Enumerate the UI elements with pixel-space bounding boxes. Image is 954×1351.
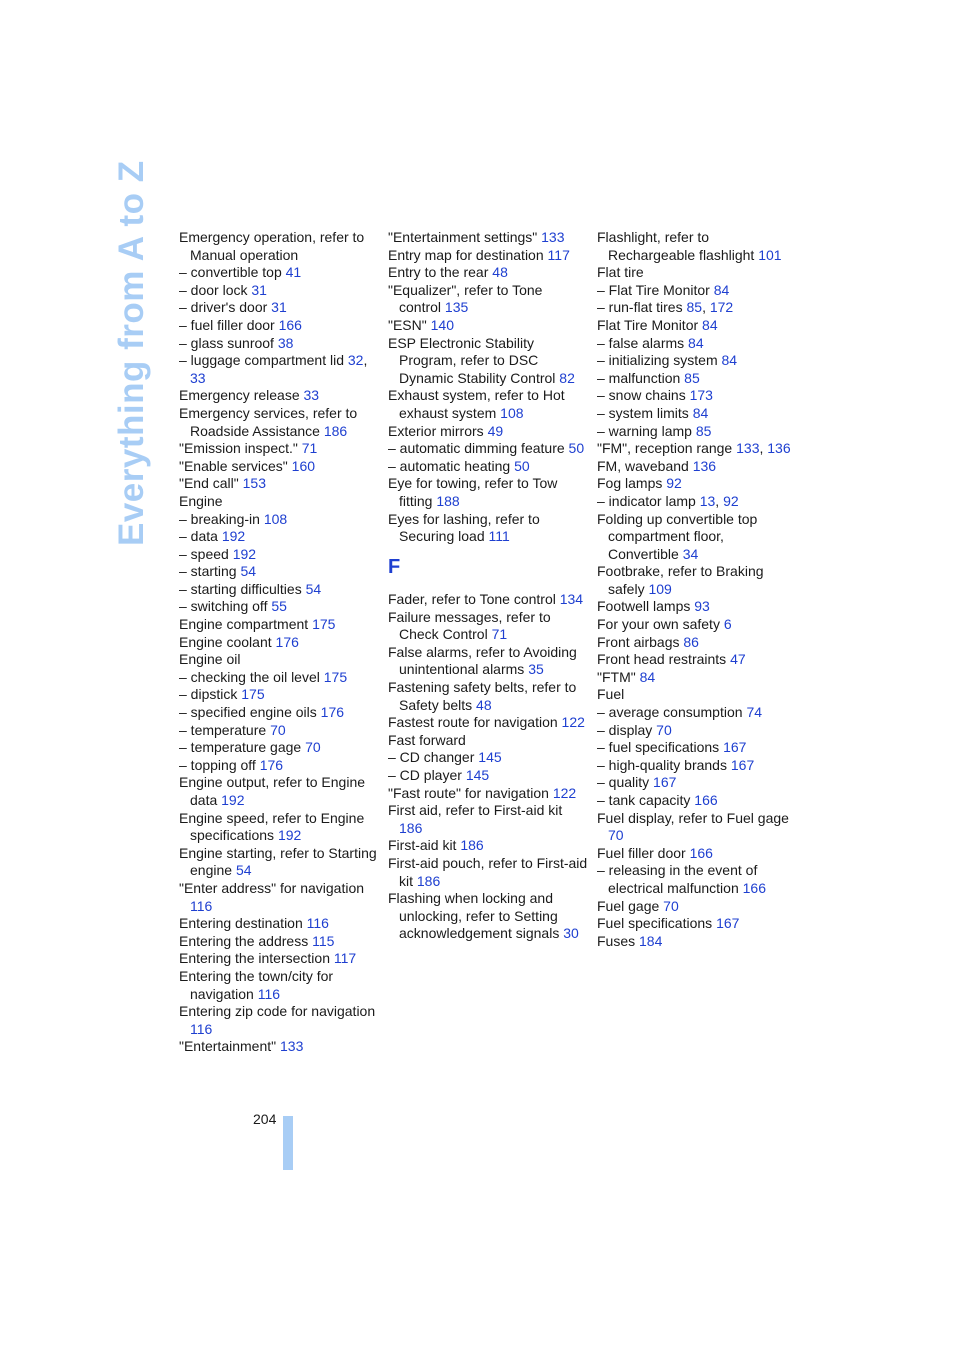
page-reference-link[interactable]: 70 bbox=[656, 721, 672, 738]
index-entry bbox=[179, 282, 379, 300]
page-reference-link[interactable]: 116 bbox=[306, 915, 329, 932]
index-term: Fuel filler door bbox=[597, 844, 690, 861]
index-entry bbox=[597, 387, 797, 405]
index-entry bbox=[388, 282, 588, 317]
index-term: Failure messages, refer to Check Control bbox=[388, 608, 551, 643]
index-entry bbox=[179, 880, 379, 915]
page-reference-link[interactable]: 85 bbox=[695, 422, 712, 439]
index-entry bbox=[597, 862, 797, 897]
index-term: Fog lamps bbox=[597, 475, 667, 492]
index-column-3 bbox=[597, 229, 797, 950]
index-entry bbox=[388, 802, 588, 837]
index-entry bbox=[179, 933, 379, 951]
index-term: "Equalizer", refer to Tone control bbox=[388, 281, 543, 316]
page-reference-link[interactable]: 50 bbox=[568, 440, 585, 457]
index-term: Fastest route for navigation bbox=[388, 714, 562, 731]
page-reference-link[interactable]: 117 bbox=[333, 950, 357, 967]
page-reference-link[interactable]: 166 bbox=[694, 792, 718, 808]
page-reference-link[interactable]: 32 bbox=[347, 352, 364, 369]
page-reference-link[interactable]: 108 bbox=[263, 510, 288, 527]
page-reference-link[interactable]: 101 bbox=[758, 246, 782, 263]
index-term: First-aid pouch, refer to First-aid kit bbox=[388, 854, 588, 889]
index-term: – fuel specifications bbox=[597, 739, 724, 756]
index-term: "Entertainment" bbox=[179, 1038, 280, 1055]
index-entry bbox=[179, 810, 379, 845]
index-entry bbox=[597, 475, 797, 493]
index-term: Flashlight, refer to Rechargeable flashlight bbox=[597, 229, 759, 263]
index-term: "ESN" bbox=[388, 316, 431, 333]
index-term: Emergency operation, refer to Manual operation bbox=[179, 229, 365, 263]
page-reference-link[interactable]: 153 bbox=[242, 475, 266, 492]
index-term: Flashing when locking and unlocking, refer to Setting acknowledgement signals bbox=[388, 890, 564, 942]
index-term: Entering the town/city for navigation bbox=[179, 967, 334, 1002]
index-entry bbox=[388, 440, 588, 458]
index-entry bbox=[597, 915, 797, 933]
index-term: "Entertainment settings" bbox=[388, 229, 542, 245]
index-term: "Fast route" for navigation bbox=[388, 784, 553, 801]
page-reference-link[interactable]: 176 bbox=[259, 756, 284, 773]
index-term: "Enter address" for navigation bbox=[179, 879, 365, 896]
index-term: Fuel gage bbox=[597, 897, 664, 914]
index-term: – luggage compartment lid bbox=[179, 352, 348, 369]
index-entry bbox=[597, 669, 797, 687]
index-entry bbox=[388, 387, 588, 422]
page-reference-link[interactable]: 175 bbox=[241, 686, 265, 703]
index-term: – starting difficulties bbox=[179, 580, 306, 597]
page-reference-link[interactable]: 166 bbox=[742, 879, 766, 896]
page-reference-link[interactable]: 135 bbox=[444, 299, 469, 316]
index-term: – warning lamp bbox=[597, 422, 696, 439]
page-reference-link[interactable]: 192 bbox=[221, 792, 245, 808]
index-entry bbox=[179, 229, 379, 264]
page-reference-link[interactable]: 92 bbox=[723, 492, 739, 509]
page-reference-link[interactable]: 13 bbox=[699, 492, 716, 509]
page-reference-link[interactable]: 172 bbox=[709, 299, 734, 316]
index-term: Engine bbox=[179, 492, 223, 509]
index-entry bbox=[179, 968, 379, 1003]
page-reference-link[interactable]: 140 bbox=[430, 316, 454, 333]
index-entry bbox=[597, 651, 797, 669]
index-term: – releasing in the event of electrical malfunction bbox=[597, 862, 758, 896]
page-reference-link[interactable]: 116 bbox=[257, 985, 281, 1002]
page-reference-link[interactable]: 160 bbox=[291, 457, 316, 474]
page-reference-link[interactable]: 176 bbox=[275, 633, 299, 650]
page-reference-link[interactable]: 84 bbox=[639, 668, 656, 685]
page-reference-link[interactable]: 31 bbox=[271, 299, 287, 316]
index-term: – checking the oil level bbox=[179, 668, 324, 685]
index-entry bbox=[388, 749, 588, 767]
index-term: Fastening safety belts, refer to Safety belts bbox=[388, 679, 577, 713]
index-entry bbox=[388, 609, 588, 644]
page-reference-link[interactable]: 70 bbox=[663, 897, 679, 914]
index-term: Engine coolant bbox=[179, 633, 276, 650]
index-entry bbox=[388, 890, 588, 943]
page-reference-link[interactable]: 54 bbox=[305, 580, 322, 597]
page-reference-link[interactable]: 84 bbox=[702, 316, 718, 333]
index-entry bbox=[179, 264, 379, 282]
index-term: "FTM" bbox=[597, 668, 640, 685]
index-entry bbox=[388, 855, 588, 890]
index-entry bbox=[597, 511, 797, 564]
index-entry bbox=[179, 440, 379, 458]
page-reference-link[interactable]: 108 bbox=[500, 404, 524, 421]
index-term: – initializing system bbox=[597, 352, 722, 369]
index-term: – display bbox=[597, 721, 657, 738]
page-reference-link[interactable]: 93 bbox=[694, 598, 710, 615]
page-reference-link[interactable]: 82 bbox=[559, 369, 575, 386]
index-entry bbox=[179, 1003, 379, 1038]
page-reference-link[interactable]: 85 bbox=[686, 299, 703, 316]
page-reference-link[interactable]: 145 bbox=[478, 749, 502, 766]
index-entry bbox=[179, 475, 379, 493]
index-column-2 bbox=[388, 229, 588, 943]
page-reference-link[interactable]: 49 bbox=[487, 422, 504, 439]
index-term: Engine compartment bbox=[179, 616, 313, 633]
index-entry bbox=[597, 739, 797, 757]
page-reference-link[interactable]: 186 bbox=[460, 837, 484, 854]
index-entry bbox=[179, 493, 379, 511]
page-reference-link[interactable]: 6 bbox=[723, 616, 732, 633]
index-column-1 bbox=[179, 229, 379, 1056]
index-term: Entering the address bbox=[179, 932, 313, 949]
index-entry bbox=[597, 933, 797, 951]
page-reference-link[interactable]: 70 bbox=[305, 739, 321, 756]
index-term: – data bbox=[179, 528, 222, 545]
page-reference-link[interactable]: 85 bbox=[684, 369, 700, 386]
page-reference-link[interactable]: 31 bbox=[251, 281, 267, 298]
index-entry bbox=[597, 370, 797, 388]
index-entry bbox=[388, 511, 588, 546]
index-term: Exhaust system, refer to Hot exhaust system bbox=[388, 387, 565, 421]
index-entry bbox=[179, 546, 379, 564]
index-term: – driver's door bbox=[179, 299, 272, 316]
page-reference-link[interactable]: 84 bbox=[688, 334, 704, 351]
index-term: False alarms, refer to Avoiding unintentional alarms bbox=[388, 643, 577, 678]
index-entry bbox=[179, 598, 379, 616]
page-reference-link[interactable]: 86 bbox=[683, 633, 699, 650]
page-reference-link[interactable]: 136 bbox=[692, 457, 717, 474]
index-entry bbox=[179, 299, 379, 317]
page-reference-link[interactable]: 122 bbox=[561, 714, 585, 731]
page-reference-link[interactable]: 173 bbox=[689, 387, 713, 404]
index-entry bbox=[388, 591, 588, 609]
index-entry bbox=[597, 598, 797, 616]
page-reference-link[interactable]: 167 bbox=[723, 739, 747, 756]
page-reference-link[interactable]: 184 bbox=[639, 932, 663, 949]
index-entry bbox=[179, 651, 379, 669]
page-reference-link[interactable]: 50 bbox=[514, 457, 530, 474]
index-term: Exterior mirrors bbox=[388, 422, 488, 439]
page-reference-link[interactable]: 167 bbox=[730, 756, 755, 773]
index-term: "End call" bbox=[179, 475, 243, 492]
index-entry bbox=[597, 423, 797, 441]
page-reference-link[interactable]: 186 bbox=[323, 422, 348, 439]
index-term: Front airbags bbox=[597, 633, 684, 650]
index-term: – tank capacity bbox=[597, 792, 695, 808]
index-term: – malfunction bbox=[597, 369, 685, 386]
index-term: Flat tire bbox=[597, 264, 644, 281]
index-term: – fuel filler door bbox=[179, 316, 279, 333]
page-reference-link[interactable]: 166 bbox=[278, 316, 302, 333]
page-reference-link[interactable]: 115 bbox=[312, 932, 335, 949]
index-term: "Emission inspect." bbox=[179, 440, 302, 457]
page-reference-link[interactable]: 133 bbox=[736, 440, 760, 457]
index-term: Fuses bbox=[597, 932, 640, 949]
index-entry bbox=[388, 229, 588, 247]
index-term: – CD player bbox=[388, 767, 466, 784]
index-entry bbox=[597, 352, 797, 370]
page-reference-link[interactable]: 34 bbox=[682, 545, 699, 562]
index-term: Folding up convertible top compartment floor, Convertible bbox=[597, 510, 758, 562]
index-term: Front head restraints bbox=[597, 651, 731, 668]
index-term: – average consumption bbox=[597, 704, 747, 721]
index-term: Entering the intersection bbox=[179, 950, 334, 967]
index-entry bbox=[179, 317, 379, 335]
page-reference-link[interactable]: 47 bbox=[730, 651, 746, 668]
index-entry bbox=[388, 732, 588, 750]
index-entry bbox=[597, 686, 797, 704]
index-entry bbox=[179, 405, 379, 440]
page-reference-link[interactable]: 92 bbox=[666, 475, 682, 492]
index-entry bbox=[179, 1038, 379, 1056]
index-entry bbox=[179, 722, 379, 740]
page-reference-link[interactable]: 186 bbox=[416, 872, 441, 889]
index-term: – topping off bbox=[179, 756, 260, 773]
index-term: – door lock bbox=[179, 281, 252, 298]
index-entry bbox=[597, 757, 797, 775]
page-reference-link[interactable]: 111 bbox=[488, 528, 510, 545]
index-entry bbox=[597, 792, 797, 810]
index-term: Entry map for destination bbox=[388, 246, 548, 263]
page-reference-link[interactable]: 71 bbox=[301, 440, 318, 457]
index-entry bbox=[597, 317, 797, 335]
index-entry bbox=[179, 335, 379, 353]
index-entry bbox=[597, 282, 797, 300]
index-term: FM, waveband bbox=[597, 457, 693, 474]
index-term: – breaking-in bbox=[179, 510, 264, 527]
index-term: Eyes for lashing, refer to Securing load bbox=[388, 510, 540, 545]
index-entry bbox=[179, 845, 379, 880]
index-entry bbox=[179, 686, 379, 704]
index-term: "Enable services" bbox=[179, 457, 292, 474]
index-entry bbox=[388, 475, 588, 510]
index-entry bbox=[597, 405, 797, 423]
page-reference-link[interactable]: 136 bbox=[767, 440, 791, 457]
index-entry bbox=[179, 739, 379, 757]
index-term: Engine oil bbox=[179, 651, 241, 668]
index-entry: "FM", reception range 133, 136 bbox=[597, 440, 791, 457]
page-reference-link[interactable]: 33 bbox=[303, 387, 320, 404]
index-entry bbox=[179, 915, 379, 933]
page-reference-link[interactable]: 48 bbox=[492, 264, 508, 281]
index-entry bbox=[179, 511, 379, 529]
index-entry bbox=[179, 458, 379, 476]
page-reference-link[interactable]: 122 bbox=[552, 784, 577, 801]
index-entry bbox=[179, 563, 379, 581]
page-reference-link[interactable]: 70 bbox=[608, 827, 624, 844]
page-reference-link[interactable]: 167 bbox=[653, 774, 677, 791]
index-term: Fader, refer to Tone control bbox=[388, 591, 560, 608]
index-entry bbox=[597, 563, 797, 598]
page-reference-link[interactable]: 84 bbox=[713, 281, 730, 298]
index-entry bbox=[597, 458, 797, 476]
index-entry bbox=[388, 837, 588, 855]
index-term: – run-flat tires bbox=[597, 299, 687, 316]
page-reference-link[interactable]: 176 bbox=[320, 704, 345, 721]
index-term: – high-quality brands bbox=[597, 756, 731, 773]
index-entry: – indicator lamp 13, 92 bbox=[597, 492, 739, 509]
section-letter: F bbox=[388, 555, 401, 578]
index-entry bbox=[388, 423, 588, 441]
index-term: Emergency services, refer to Roadside Assistance bbox=[179, 404, 358, 439]
index-term: – glass sunroof bbox=[179, 334, 278, 351]
index-entry bbox=[597, 704, 797, 722]
page-reference-link[interactable]: 74 bbox=[746, 704, 763, 721]
index-term: ESP Electronic Stability Program, refer to DSC Dynamic Stability Control bbox=[388, 334, 560, 386]
index-entry bbox=[179, 581, 379, 599]
page-reference-link[interactable]: 33 bbox=[190, 369, 206, 386]
index-term: – system limits bbox=[597, 404, 693, 421]
index-term: First aid, refer to First-aid kit bbox=[388, 802, 563, 819]
index-term: – automatic heating bbox=[388, 457, 515, 474]
index-entry bbox=[388, 679, 588, 714]
index-term: – specified engine oils bbox=[179, 704, 321, 721]
page-reference-link[interactable]: 167 bbox=[716, 915, 740, 932]
index-entry bbox=[597, 264, 797, 282]
index-term: Entering destination bbox=[179, 915, 307, 932]
index-term: Engine starting, refer to Starting engine bbox=[179, 844, 377, 879]
index-entry bbox=[388, 785, 588, 803]
index-entry: – run-flat tires 85, 172 bbox=[597, 299, 734, 316]
page-reference-link[interactable]: 84 bbox=[692, 404, 709, 421]
index-entry bbox=[597, 898, 797, 916]
index-entry bbox=[388, 644, 588, 679]
page-reference-link[interactable]: 54 bbox=[235, 862, 252, 879]
page-reference-link[interactable]: 134 bbox=[559, 591, 584, 608]
index-entry bbox=[597, 335, 797, 353]
index-term: – false alarms bbox=[597, 334, 689, 351]
index-term: – indicator lamp bbox=[597, 492, 700, 509]
index-term: Eye for towing, refer to Tow fitting bbox=[388, 475, 558, 509]
index-entry bbox=[388, 317, 588, 335]
index-term: – starting bbox=[179, 563, 241, 580]
page-reference-link[interactable]: 54 bbox=[240, 563, 257, 580]
index-entry bbox=[597, 845, 797, 863]
index-term: Footwell lamps bbox=[597, 598, 695, 615]
index-entry bbox=[597, 616, 797, 634]
index-entry bbox=[388, 714, 588, 732]
page-reference-link[interactable]: 188 bbox=[436, 492, 460, 509]
page-reference-link[interactable]: 55 bbox=[271, 598, 287, 615]
page-reference-link[interactable]: 192 bbox=[221, 528, 246, 545]
page-reference-link[interactable]: 71 bbox=[491, 626, 508, 643]
index-term: – switching off bbox=[179, 598, 272, 615]
index-term: Footbrake, refer to Braking safely bbox=[597, 563, 764, 597]
index-entry bbox=[179, 950, 379, 968]
index-entry bbox=[597, 722, 797, 740]
index-entry: – luggage compartment lid 32, 33 bbox=[179, 352, 368, 386]
index-term: – dipstick bbox=[179, 686, 242, 703]
index-term: – temperature bbox=[179, 721, 271, 738]
index-entry bbox=[179, 669, 379, 687]
index-term: – snow chains bbox=[597, 387, 690, 404]
index-entry bbox=[179, 528, 379, 546]
index-entry bbox=[597, 229, 797, 264]
index-term: Fuel bbox=[597, 686, 625, 703]
page-reference-link[interactable]: 48 bbox=[476, 696, 492, 713]
page-reference-link[interactable]: 84 bbox=[721, 352, 738, 369]
index-entry bbox=[179, 387, 379, 405]
page-reference-link[interactable]: 145 bbox=[465, 767, 490, 784]
index-entry bbox=[388, 458, 588, 476]
index-entry bbox=[179, 616, 379, 634]
index-entry bbox=[179, 634, 379, 652]
page-reference-link[interactable]: 133 bbox=[541, 229, 565, 245]
index-term: Entering zip code for navigation bbox=[179, 1003, 376, 1020]
page-reference-link[interactable]: 166 bbox=[689, 844, 713, 861]
index-term: "FM", reception range bbox=[597, 440, 737, 457]
index-term: Fast forward bbox=[388, 731, 466, 748]
page-reference-link[interactable]: 70 bbox=[270, 721, 286, 738]
page-reference-link[interactable]: 35 bbox=[528, 661, 544, 678]
index-term: – Flat Tire Monitor bbox=[597, 281, 714, 298]
index-term: Engine speed, refer to Engine specifications bbox=[179, 809, 365, 844]
page-reference-link[interactable]: 109 bbox=[648, 580, 672, 597]
index-entry bbox=[179, 774, 379, 809]
page-reference-link[interactable]: 41 bbox=[285, 264, 302, 281]
page-reference-link[interactable]: 117 bbox=[547, 246, 570, 263]
page-reference-link[interactable]: 116 bbox=[190, 1020, 213, 1037]
index-term: – speed bbox=[179, 545, 233, 562]
index-term: Fuel display, refer to Fuel gage bbox=[597, 809, 789, 826]
page-reference-link[interactable]: 192 bbox=[277, 827, 302, 844]
index-entry bbox=[388, 247, 588, 265]
page-number: 204 bbox=[253, 1111, 277, 1127]
page-reference-link[interactable]: 175 bbox=[323, 668, 348, 685]
index-term: Fuel specifications bbox=[597, 915, 717, 932]
index-term: Engine output, refer to Engine data bbox=[179, 774, 366, 808]
index-entry bbox=[179, 757, 379, 775]
index-term: – quality bbox=[597, 774, 654, 791]
side-title: Everything from A to Z bbox=[112, 160, 151, 546]
index-term: Flat Tire Monitor bbox=[597, 316, 703, 333]
page-reference-link[interactable]: 38 bbox=[277, 334, 294, 351]
index-entry bbox=[597, 774, 797, 792]
index-entry bbox=[597, 810, 797, 845]
index-term: – convertible top bbox=[179, 264, 286, 281]
index-entry bbox=[179, 704, 379, 722]
page-reference-link[interactable]: 133 bbox=[280, 1038, 304, 1055]
index-entry bbox=[597, 634, 797, 652]
index-term: For your own safety bbox=[597, 616, 724, 633]
index-term: – CD changer bbox=[388, 749, 479, 766]
index-entry bbox=[388, 767, 588, 785]
page-tab-bar bbox=[283, 1116, 293, 1170]
page-reference-link[interactable]: 192 bbox=[232, 545, 257, 562]
index-term: First-aid kit bbox=[388, 837, 461, 854]
page-reference-link[interactable]: 116 bbox=[190, 897, 213, 914]
page-reference-link[interactable]: 175 bbox=[312, 616, 336, 633]
index-term: – temperature gage bbox=[179, 739, 306, 756]
index-entry bbox=[388, 264, 588, 282]
index-term: Entry to the rear bbox=[388, 264, 493, 281]
index-entry bbox=[388, 335, 588, 388]
index-term: – automatic dimming feature bbox=[388, 440, 569, 457]
page-reference-link[interactable]: 30 bbox=[563, 925, 579, 942]
index-term: Emergency release bbox=[179, 387, 304, 404]
page-reference-link[interactable]: 186 bbox=[399, 819, 423, 836]
